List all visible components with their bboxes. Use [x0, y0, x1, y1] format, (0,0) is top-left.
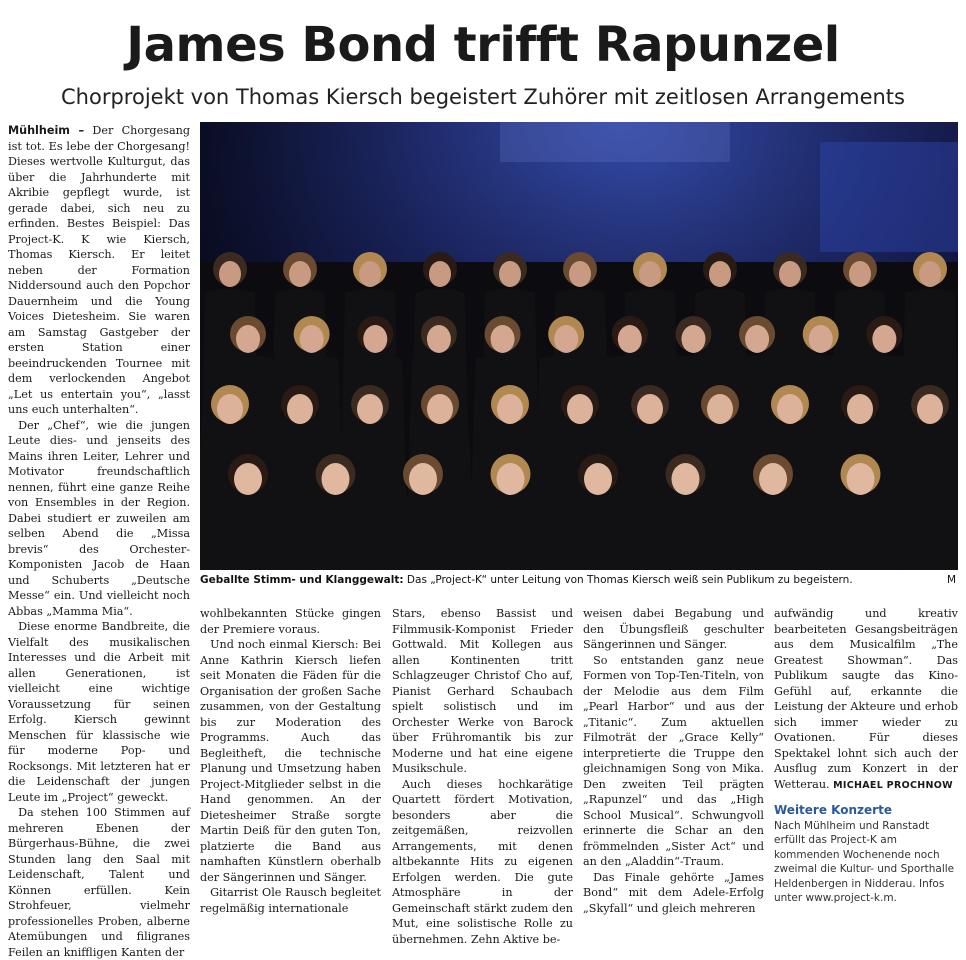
article-column-3 — [392, 606, 573, 947]
choir-photo-illustration — [200, 122, 958, 570]
singer-face — [497, 463, 525, 495]
singer-body — [210, 497, 287, 570]
col3-paragraph-2: Auch dieses hochkarätige Quartett fördert Motivation, besonders aber die zeitgemäßen, reizvollen Arrangements, mit denen altbekannte Hits zu eigenen Erfolgen werden. Die gute Atmosphäre in der Gemeinschaft stärkt zudem den Mut, eine solistische Rolle zu übernehmen. Zehn Aktive be- — [392, 777, 573, 946]
singer-face — [681, 325, 705, 353]
caption-lead: Geballte Stimm- und Klanggewalt: — [200, 574, 404, 586]
subheadline: Chorprojekt von Thomas Kiersch begeistert Zuhörer mit zeitlosen Arrangements — [61, 85, 905, 109]
singer-face — [359, 261, 381, 287]
singer-face — [217, 394, 243, 424]
singer-face — [779, 261, 801, 287]
singer-face — [849, 261, 871, 287]
col1-paragraph-3: Diese enorme Bandbreite, die Vielfalt des musikalischen Interesses und die Arbeit mit allen Generationen, ist vielleicht eine wichtige Voraussetzung für seinen Erfolg. Kiersch gewinnt Menschen für klassische wie für moderne Pop- und Rocksongs. Mit letzteren hat er die Leidenschaft der jungen Leute im „Project“ geweckt. — [8, 620, 190, 804]
photo-caption — [200, 573, 958, 587]
dateline: Mühlheim – — [8, 124, 85, 137]
col5-paragraph-1: aufwändig und kreativ bearbeiteten Gesangsbeiträgen aus dem Musicalfilm „The Greatest Showman“. Das Publikum saugte das Kino-Gefühl auf, erkannte die Leistung der Akteure und erhob sich immer wieder zu Ovationen. Für dieses Spektakel lohnt sich auch der Ausflug zum Konzert in der Wetterau. — [774, 607, 958, 791]
article-column-4 — [583, 606, 764, 916]
singer-face — [707, 394, 733, 424]
choir-photo — [200, 122, 958, 570]
singer-body — [297, 497, 374, 570]
singer-body — [894, 426, 958, 570]
singer-face — [745, 325, 769, 353]
singer-face — [429, 261, 451, 287]
singer-body — [472, 497, 549, 570]
singer-body — [560, 497, 637, 570]
singer-face — [322, 463, 350, 495]
singer-face — [639, 261, 661, 287]
article-column-2 — [200, 606, 381, 916]
singer-face — [289, 261, 311, 287]
singer-face — [672, 463, 700, 495]
singer-face — [584, 463, 612, 495]
col2-paragraph-2: Und noch einmal Kiersch: Bei Anne Kathrin Kiersch liefen seit Monaten die Fäden für die Organisation der großen Sache zusammen, von der Gestaltung bis zur Moderation des Programms. Auch das Begleitheft, die technische Planung und Umsetzung haben Project-Mitglieder selbst in die Hand genommen. An der Dietesheimer Straße sorgte Martin Deiß für den guten Ton, platzierte die Band aus namhaften Künstlern oberhalb der Sängerinnen und Sänger. — [200, 638, 381, 884]
singer-face — [809, 325, 833, 353]
singer-face — [554, 325, 578, 353]
col1-paragraph-1: Der Chorgesang ist tot. Es lebe der Chorgesang! Dieses wertvolle Kulturgut, das über die Jahrhunderte mit Akribie gepflegt wurde, ist gerade dabei, sich neu zu erfinden. Bestes Beispiel: Das Project-K. K wie Kiersch, Thomas Kiersch. Er leitet neben der Formation Niddersound auch den Popchor Dauernheim und die Young Voices Dietesheim. Sie waren am Samstag Gastgeber der ersten Station einer beeindruckenden Tournee mit dem verlockenden Angebot „Let us entertain you“, „lasst uns euch unterhalten“. — [8, 124, 190, 416]
col4-paragraph-3: Das Finale gehörte „James Bond“ mit dem Adele-Erfolg „Skyfall“ und gleich mehreren — [583, 870, 764, 915]
col4-paragraph-2: So entstanden ganz neue Formen von Top-Ten-Titeln, von der Melodie aus dem Film „Pearl Harbor“ und aus der „Titanic“. Zum aktuellen Filmoträt der „Grace Kelly“ interpretierte die Truppe den gleichnamigen Song von Mika. Den zweiten Teil prägten „Rapunzel“ und das „High School Musical“. Schwungvoll erinnerte die Schar an den frömmelnden „Sister Act“ und an den „Aladdin“-Traum. — [583, 653, 764, 868]
singer-face — [427, 325, 451, 353]
singer-face — [300, 325, 324, 353]
singer-face — [409, 463, 437, 495]
singer-face — [847, 463, 875, 495]
singer-body — [647, 497, 724, 570]
singer-face — [363, 325, 387, 353]
headline: James Bond trifft Rapunzel — [126, 17, 840, 73]
col3-paragraph-1: Stars, ebenso Bassist und Filmmusik-Komponist Frieder Gottwald. Mit Kollegen aus allen Kontinenten tritt Schlagzeuger Christof Cho auf, Pianist Gerhard Schaubach spielt solistisch und im Orchester Werke von Barock über Frühromantik bis zur Moderne und hat eine eigene Musikschule. — [392, 607, 573, 775]
singer-face — [759, 463, 787, 495]
sidebar-box-title: Weitere Konzerte — [774, 803, 892, 817]
singer-face — [777, 394, 803, 424]
singer-face — [709, 261, 731, 287]
singer-body — [385, 497, 462, 570]
singer-face — [491, 325, 515, 353]
singer-face — [872, 325, 896, 353]
article-column-5 — [774, 606, 958, 906]
singer-face — [569, 261, 591, 287]
singer-face — [287, 394, 313, 424]
singer-face — [567, 394, 593, 424]
singer-face — [847, 394, 873, 424]
singer-face — [919, 261, 941, 287]
caption-text: Das „Project-K“ unter Leitung von Thomas Kiersch weiß sein Publikum zu begeistern. — [403, 574, 853, 586]
singer-face — [427, 394, 453, 424]
photo-credit: M — [946, 574, 956, 586]
article-column-1 — [8, 123, 190, 960]
singer-face — [234, 463, 262, 495]
singer-face — [236, 325, 260, 353]
col1-paragraph-2: Der „Chef“, wie die jungen Leute dies- und jenseits des Mains ihren Leiter, Lehrer und Motivator freundschaftlich nennen, führt eine ganze Reihe von Ensembles in der Region. Dabei studiert er zuweilen am selben Abend die „Missa brevis“ des Orchester-Komponisten Jacob de Haan und Schuberts „Deutsche Messe“ ein. Und vielleicht noch Abbas „Mamma Mia“. — [8, 418, 190, 618]
singer-body — [822, 497, 899, 570]
singer-face — [637, 394, 663, 424]
col2-paragraph-1: wohlbekannten Stücke gingen der Premiere voraus. — [200, 607, 381, 636]
sidebar-box-text: Nach Mühlheim und Ranstadt erfüllt das Project-K am kommenden Wochenende noch zweimal die Kultur- und Sporthalle Heldenbergen in Nidderau. Infos unter www.project-k.m. — [774, 819, 955, 904]
singer-face — [219, 261, 241, 287]
singer-face — [499, 261, 521, 287]
col1-paragraph-4: Da stehen 100 Stimmen auf mehreren Ebenen der Bürgerhaus-Bühne, die zwei Stunden lang den Saal mit Leidenschaft, Talent und Können erfüllen. Kein Strohfeuer, vielmehr professionelles Proben, alberne Atemübungen und filigranes Feilen an kniffligen Kanten der — [8, 806, 190, 959]
singer-body — [735, 497, 812, 570]
singer-face — [357, 394, 383, 424]
author-byline: MICHAEL PROCHNOW — [833, 779, 953, 791]
singer-face — [917, 394, 943, 424]
col2-paragraph-3: Gitarrist Ole Rausch begleitet regelmäßig internationale — [200, 886, 381, 915]
singer-face — [618, 325, 642, 353]
singer-face — [497, 394, 523, 424]
col4-paragraph-1: weisen dabei Begabung und den Übungsfleiß geschulter Sängerinnen und Sänger. — [583, 607, 764, 651]
